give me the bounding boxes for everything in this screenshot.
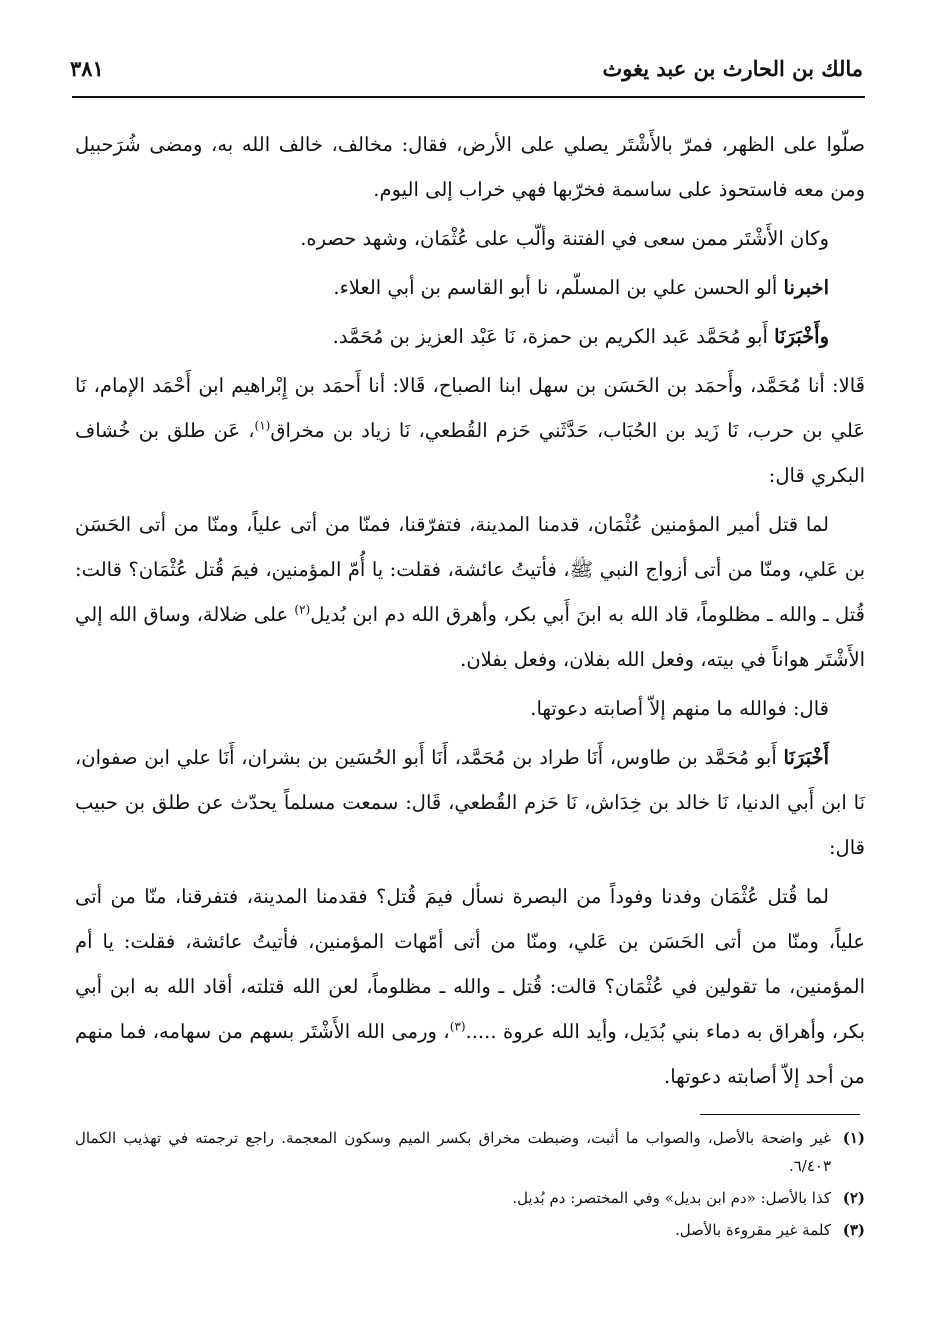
paragraph-lead: اخبرنا (783, 276, 829, 299)
paragraph-tail: ، عَن طلق بن خُشاف البكري قال: (75, 419, 865, 487)
paragraph (75, 314, 865, 359)
footnote-ref: (١) (254, 418, 271, 433)
footnote-number: (٣) (842, 1221, 865, 1239)
paragraph-text: أَبو مُحَمَّد بن طاوس، أَنَا طراد بن مُحَمَّد، أَنَا أَبو الحُسَين بن بشران، أَنَا علي ابن صفوان، نَا ابن أَبي الدنيا، نَا خالد بن خِدَاش، نَا حَزم القُطعي، قَال: سمعت مسلماً يحدّث عن طلق بن حبيب قال: (75, 746, 865, 859)
header-rule (72, 96, 865, 98)
paragraph (75, 363, 865, 498)
main-text (75, 122, 865, 1103)
paragraph-text: قال: فوالله ما منهم إلاّ أصابته دعوتها. (530, 697, 829, 720)
paragraph-text: قَالا: أنا مُحَمَّد، وأَحمَد بن الحَسَن بن سهل ابنا الصباح، قَالا: أنا أَحمَد بن إِبْراهيم ابن أَحْمَد الإمام، نَا عَلي بن حرب، نَا زَيد بن الحُبَاب، حَدَّثَني حَزم القُطعي، نَا زياد بن مخراق (75, 374, 865, 442)
paragraph (75, 122, 865, 212)
footnote (75, 1216, 865, 1244)
footnote (75, 1124, 865, 1180)
footnote-text: كلمة غير مقروءة بالأصل. (675, 1221, 831, 1239)
footnote-number: (٢) (842, 1189, 865, 1207)
paragraph-text: صلّوا على الظهر، فمرّ بالأَشْتَر يصلي على الأرض، فقال: مخالف، خالف الله به، ومضى شُرَحبيل ومن معه فاستحوذ على ساسمة فخرّبها فهي خراب إلى اليوم. (75, 133, 865, 201)
paragraph-tail: ، ورمى الله الأَشْتَر بسهم من سهامه، فما منهم من أحد إلاّ أصابته دعوتها. (75, 1020, 865, 1088)
paragraph-text: لما قُتل عُثْمَان وفدنا وفوداً من البصرة نسأل فيمَ قُتل؟ فقدمنا المدينة، فتفرقنا، منّا من أتى علياً، ومنّا من أتى الحَسَن بن عَلي، ومنّا من أتى أمّهات المؤمنين، فأتيتُ عائشة، فقلت: يا أم المؤمنين، ما تقولين في عُثْمَان؟ قالت: قُتل ـ والله ـ مظلوماً، لعن الله قتلته، أقاد الله به ابن أبي بكر، وأهراق به دماء بني بُدَيل، وأيد الله عروة ..... (75, 885, 865, 1043)
page-number: ٣٨١ (70, 56, 104, 81)
footnote-ref: (٣) (449, 1019, 466, 1034)
paragraph-lead: وأَخْبَرَنَا (774, 325, 829, 348)
paragraph (75, 735, 865, 870)
footnote-ref: (٢) (294, 602, 311, 617)
paragraph-tail: على ضلالة، وساق الله إلي الأَشْتَر هواناً في بيته، وفعل الله بفلان، وفعل بفلان. (75, 603, 865, 671)
paragraph (75, 874, 865, 1099)
paragraph (75, 216, 865, 261)
paragraph-text: ألو الحسن علي بن المسلّم، نا أبو القاسم بن أبي العلاء. (333, 276, 784, 299)
paragraph-lead: أَخْبَرَنَا (783, 746, 829, 769)
paragraph-text: أَبو مُحَمَّد عَبد الكريم بن حمزة، نَا عَبْد العزيز بن مُحَمَّد. (332, 325, 775, 348)
footnote-rule (700, 1114, 860, 1115)
paragraph (75, 265, 865, 310)
running-title: مالك بن الحارث بن عبد يغوث (602, 56, 863, 81)
footnote-text: غير واضحة بالأصل، والصواب ما أثبت، وضبطت مخراق بكسر الميم وسكون المعجمة. راجع ترجمته في تهذيب الكمال ٦/٤٠٣. (75, 1129, 831, 1175)
paragraph (75, 502, 865, 682)
paragraph (75, 686, 865, 731)
footnotes (75, 1124, 865, 1248)
footnote-number: (١) (842, 1129, 865, 1147)
footnote-text: كذا بالأصل: «دم ابن بديل» وفي المختصر: دم بُديل. (512, 1189, 831, 1207)
paragraph-text: لما قتل أمير المؤمنين عُثْمَان، قدمنا المدينة، فتفرّقنا، فمنّا من أتى علياً، ومنّا من أتى الحَسَن بن عَلي، ومنّا من أتى أزواج النبي ﷺ، فأتيتُ عائشة، فقلت: يا أُمّ المؤمنين، فيمَ قُتل عُثْمَان؟ قالت: قُتل ـ والله ـ مظلوماً، قاد الله به ابنَ أَبي بكر، وأهرق الله دم ابن بُديل (75, 513, 865, 626)
footnote (75, 1184, 865, 1212)
paragraph-text: وكان الأَشْتَر ممن سعى في الفتنة وألّب على عُثْمَان، وشهد حصره. (300, 227, 829, 250)
page-header (70, 52, 863, 92)
